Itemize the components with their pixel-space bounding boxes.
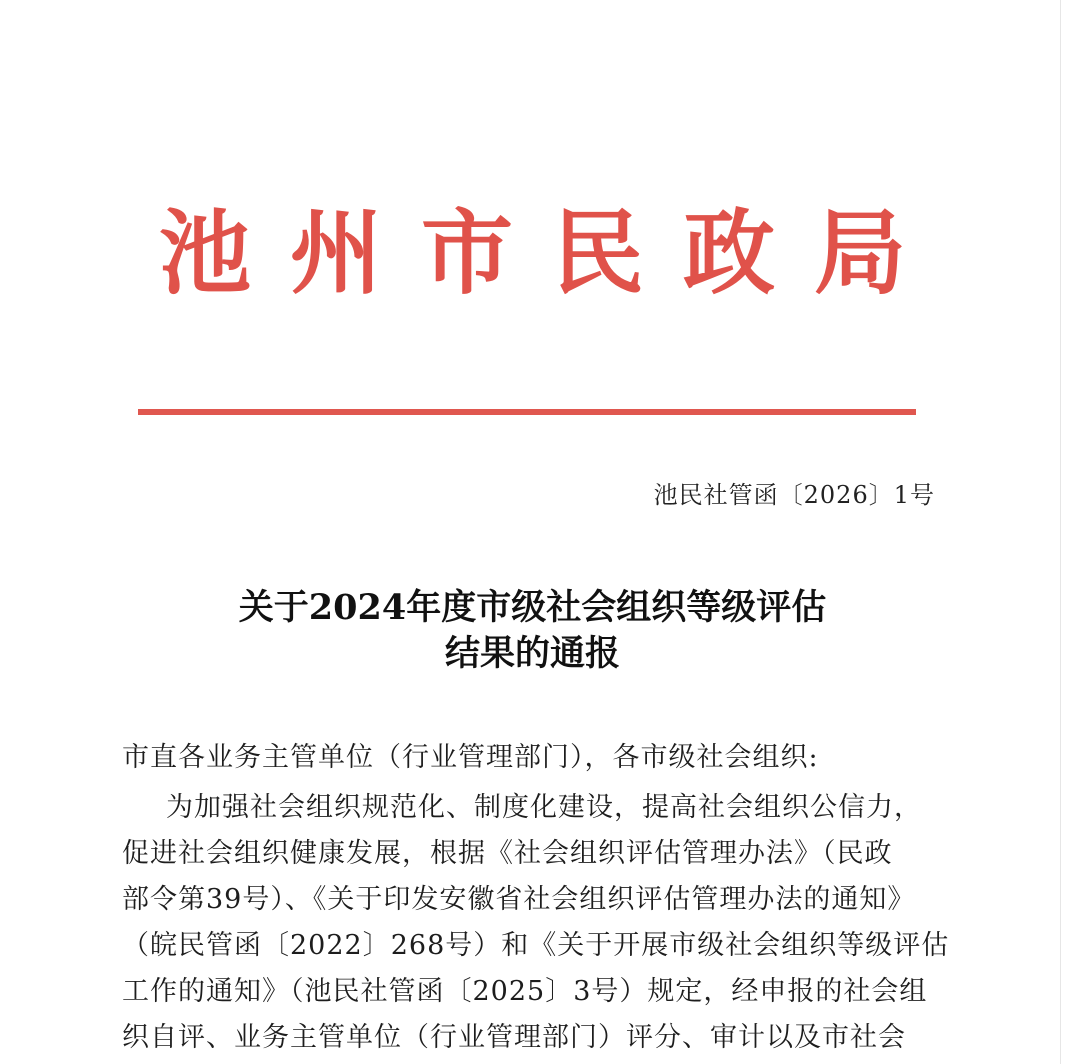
body-line: 促进社会组织健康发展，根据《社会组织评估管理办法》（民政 [122, 838, 893, 869]
letterhead-char: 池 [158, 199, 251, 307]
letterhead-agency-name [150, 198, 915, 308]
document-addressee: 市直各业务主管单位（行业管理部门），各市级社会组织: [122, 742, 819, 773]
body-line: 织自评、业务主管单位（行业管理部门）评分、审计以及市社会 [122, 1022, 906, 1053]
letterhead-char: 民 [551, 199, 644, 307]
letterhead-red-rule [138, 409, 916, 415]
document-title-line: 结果的通报 [444, 633, 620, 674]
letterhead-char: 市 [420, 199, 513, 307]
letterhead-char: 政 [682, 199, 775, 307]
body-line: 部令第39号）、《关于印发安徽省社会组织评估管理办法的通知》 [122, 884, 916, 915]
document-body [122, 785, 952, 1061]
body-line: 为加强社会组织规范化、制度化建设，提高社会组织公信力， [166, 792, 922, 823]
body-line: （皖民管函〔2022〕268号）和《关于开展市级社会组织等级评估 [122, 930, 950, 961]
document-title-line: 关于2024年度市级社会组织等级评估 [238, 587, 827, 628]
letterhead-char: 局 [813, 199, 906, 307]
document-title [0, 585, 1065, 677]
body-line: 工作的通知》（池民社管函〔2025〕3号）规定，经申报的社会组 [122, 976, 928, 1007]
document-number: 池民社管函〔2026〕1号 [653, 481, 935, 509]
letterhead-char: 州 [289, 199, 382, 307]
page-edge-divider [1060, 0, 1061, 1064]
